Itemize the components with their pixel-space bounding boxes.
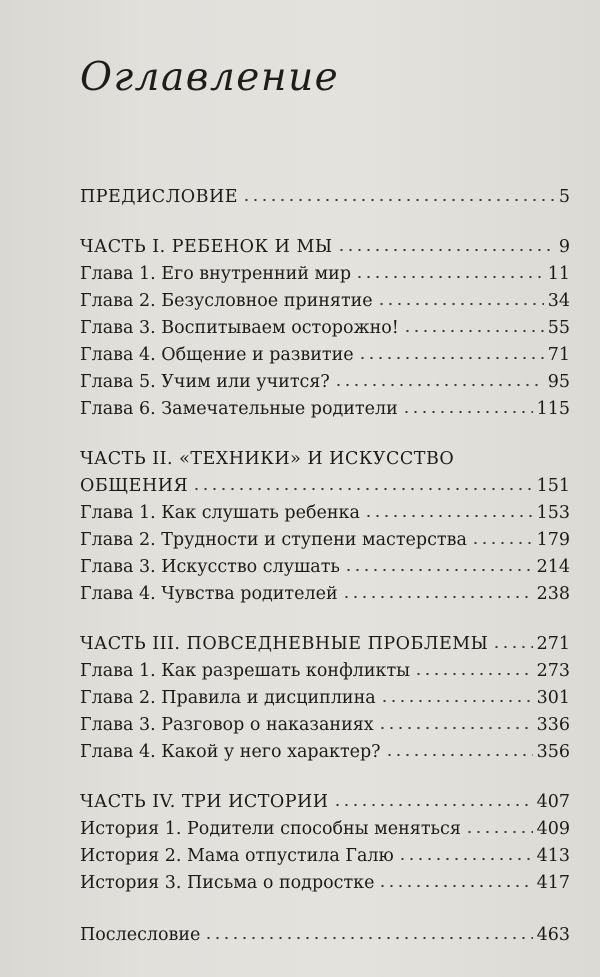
dot-leader bbox=[403, 328, 544, 334]
toc-entry-label: Глава 4. Какой у него характер? bbox=[80, 742, 381, 762]
toc-entry-page: 11 bbox=[547, 264, 570, 284]
toc-entry-label: ОБЩЕНИЯ bbox=[80, 476, 189, 496]
dot-leader bbox=[342, 594, 533, 600]
dot-leader bbox=[355, 274, 544, 280]
page-title: Оглавление bbox=[80, 55, 340, 100]
toc-entry-label: Глава 2. Правила и дисциплина bbox=[80, 688, 376, 708]
toc-entry-label: ЧАСТЬ III. ПОВСЕДНЕВНЫЕ ПРОБЛЕМЫ bbox=[80, 634, 489, 654]
toc-entry-page: 71 bbox=[547, 345, 570, 365]
toc-entry-label: Глава 5. Учим или учится? bbox=[80, 372, 330, 392]
toc-entry-page: 407 bbox=[536, 792, 570, 812]
toc-entry-page: 336 bbox=[536, 715, 570, 735]
dot-leader bbox=[378, 883, 532, 889]
toc-entry-part-2-line1[interactable] bbox=[80, 447, 570, 471]
toc-entry-label: История 2. Мама отпустила Галю bbox=[80, 846, 394, 866]
toc-entry-story[interactable] bbox=[80, 844, 570, 868]
toc-entry-page: 55 bbox=[547, 318, 570, 338]
toc-entry-label: Глава 2. Трудности и ступени мастерства bbox=[80, 530, 467, 550]
dot-leader bbox=[358, 355, 544, 361]
toc-entry-page: 238 bbox=[536, 584, 570, 604]
dot-leader bbox=[204, 935, 532, 941]
toc-entry-label: Глава 4. Чувства родителей bbox=[80, 584, 338, 604]
dot-leader bbox=[334, 382, 544, 388]
toc-entry-label: ЧАСТЬ II. «ТЕХНИКИ» И ИСКУССТВО bbox=[80, 449, 455, 469]
toc-entry-part-3[interactable] bbox=[80, 632, 570, 656]
dot-leader bbox=[380, 698, 533, 704]
toc-entry-chapter[interactable] bbox=[80, 582, 570, 606]
toc-entry-part-2[interactable] bbox=[80, 474, 570, 498]
dot-leader bbox=[337, 247, 555, 253]
dot-leader bbox=[192, 486, 532, 492]
toc-entry-page: 463 bbox=[536, 925, 570, 945]
toc-entry-label: Глава 2. Безусловное принятие bbox=[80, 291, 373, 311]
toc-entry-label: ЧАСТЬ IV. ТРИ ИСТОРИИ bbox=[80, 792, 329, 812]
toc-entry-story[interactable] bbox=[80, 871, 570, 895]
dot-leader bbox=[465, 829, 533, 835]
toc-entry-chapter[interactable] bbox=[80, 397, 570, 421]
toc-entry-page: 9 bbox=[558, 237, 570, 257]
dot-leader bbox=[364, 513, 533, 519]
toc-entry-story[interactable] bbox=[80, 817, 570, 841]
toc-entry-page: 417 bbox=[536, 873, 570, 893]
toc-entry-chapter[interactable] bbox=[80, 659, 570, 683]
toc-entry-chapter[interactable] bbox=[80, 555, 570, 579]
dot-leader bbox=[333, 802, 533, 808]
toc-entry-chapter[interactable] bbox=[80, 370, 570, 394]
toc-entry-page: 153 bbox=[536, 503, 570, 523]
toc-entry-label: Глава 1. Его внутренний мир bbox=[80, 264, 352, 284]
toc-entry-label: Глава 3. Воспитываем осторожно! bbox=[80, 318, 399, 338]
dot-leader bbox=[344, 567, 533, 573]
toc-entry-afterword[interactable] bbox=[80, 923, 570, 947]
dot-leader bbox=[398, 856, 533, 862]
toc-entry-label: ЧАСТЬ I. РЕБЕНОК И МЫ bbox=[80, 237, 333, 257]
toc-entry-page: 179 bbox=[536, 530, 570, 550]
toc-entry-part-4[interactable] bbox=[80, 790, 570, 814]
toc-entry-chapter[interactable] bbox=[80, 528, 570, 552]
toc-entry-chapter[interactable] bbox=[80, 343, 570, 367]
dot-leader bbox=[414, 671, 532, 677]
toc-entry-page: 5 bbox=[558, 187, 570, 207]
toc-entry-page: 214 bbox=[536, 557, 570, 577]
toc-entry-page: 95 bbox=[547, 372, 570, 392]
toc-entry-label: Глава 3. Разговор о наказаниях bbox=[80, 715, 374, 735]
dot-leader bbox=[377, 301, 544, 307]
dot-leader bbox=[378, 725, 533, 731]
toc-entry-page: 301 bbox=[536, 688, 570, 708]
toc-entry-chapter[interactable] bbox=[80, 501, 570, 525]
toc-entry-page: 115 bbox=[536, 399, 570, 419]
dot-leader bbox=[385, 752, 533, 758]
toc-entry-page: 271 bbox=[536, 634, 570, 654]
toc-entry-chapter[interactable] bbox=[80, 289, 570, 313]
toc-entry-page: 409 bbox=[536, 819, 570, 839]
toc-entry-label: Глава 1. Как слушать ребенка bbox=[80, 503, 360, 523]
toc-entry-label: Послесловие bbox=[80, 925, 201, 945]
dot-leader bbox=[492, 644, 532, 650]
toc-entry-chapter[interactable] bbox=[80, 686, 570, 710]
toc-entry-label: История 1. Родители способны меняться bbox=[80, 819, 461, 839]
toc-entry-label: Глава 3. Искусство слушать bbox=[80, 557, 340, 577]
toc-entry-chapter[interactable] bbox=[80, 316, 570, 340]
toc-entry-page: 413 bbox=[536, 846, 570, 866]
toc-entry-label: Глава 6. Замечательные родители bbox=[80, 399, 398, 419]
toc-entry-chapter[interactable] bbox=[80, 262, 570, 286]
toc-entry-page: 34 bbox=[547, 291, 570, 311]
toc-entry-page: 273 bbox=[536, 661, 570, 681]
dot-leader bbox=[471, 540, 533, 546]
toc-entry-label: История 3. Письма о подростке bbox=[80, 873, 375, 893]
toc-entry-label: ПРЕДИСЛОВИЕ bbox=[80, 187, 239, 207]
toc-entry-page: 151 bbox=[536, 476, 570, 496]
toc-entry-part-1[interactable] bbox=[80, 235, 570, 259]
toc-entry-chapter[interactable] bbox=[80, 713, 570, 737]
toc-entry-label: Глава 4. Общение и развитие bbox=[80, 345, 354, 365]
toc-entry-preface[interactable] bbox=[80, 185, 570, 209]
toc-entry-chapter[interactable] bbox=[80, 740, 570, 764]
dot-leader bbox=[402, 409, 533, 415]
toc-entry-label: Глава 1. Как разрешать конфликты bbox=[80, 661, 411, 681]
toc-entry-page: 356 bbox=[536, 742, 570, 762]
dot-leader bbox=[242, 197, 555, 203]
